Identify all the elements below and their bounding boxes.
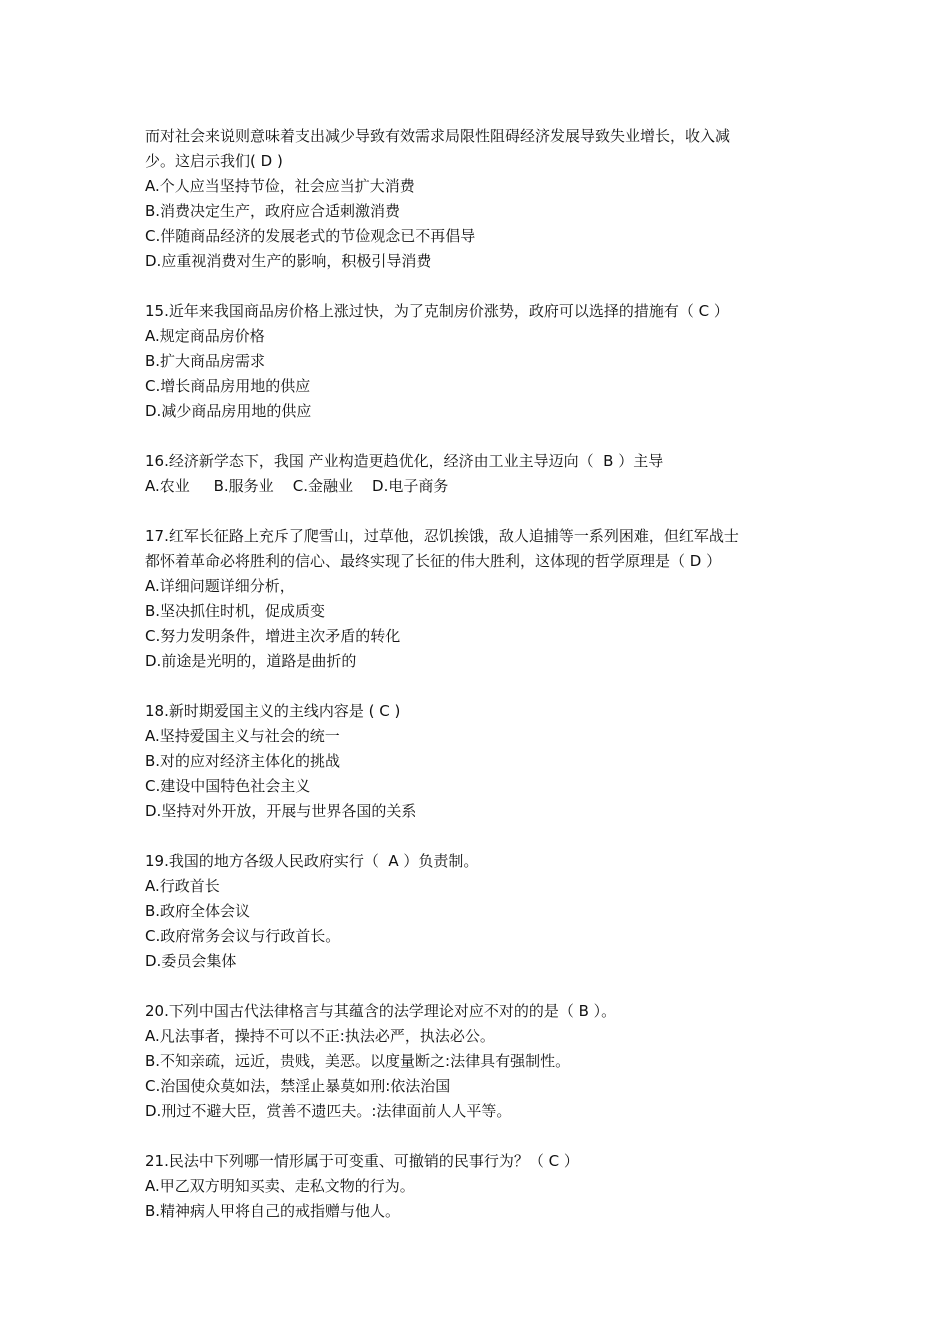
question-stem-line: 都怀着革命必将胜利的信心、最终实现了长征的伟大胜利，这体现的哲学原理是（ D ） (145, 552, 722, 570)
question-stem-line: 而对社会来说则意味着支出减少导致有效需求局限性阻碍经济发展导致失业增长，收入减 (145, 127, 731, 145)
option-a: A.凡法事者，操持不可以不正:执法必严，执法必公。 (145, 1027, 495, 1045)
question-stem-line: 19.我国的地方各级人民政府实行（ A ）负责制。 (145, 852, 479, 870)
option-c: C.建设中国特色社会主义 (145, 777, 311, 795)
option-d: D.坚持对外开放，开展与世界各国的关系 (145, 802, 417, 820)
options-line: A.农业 B.服务业 C.金融业 D.电子商务 (145, 477, 449, 495)
question-stem-line: 21.民法中下列哪一情形属于可变重、可撤销的民事行为？（ C ） (145, 1152, 579, 1170)
option-c: C.努力发明条件，增进主次矛盾的转化 (145, 627, 401, 645)
option-b: B.不知亲疏，远近，贵贱，美恶。以度量断之:法律具有强制性。 (145, 1052, 571, 1070)
question-block-17 (145, 524, 815, 674)
option-d: D.应重视消费对生产的影响，积极引导消费 (145, 252, 432, 270)
spacer (145, 424, 815, 449)
question-stem-line: 20.下列中国古代法律格言与其蕴含的法学理论对应不对的的是（ B ）。 (145, 1002, 617, 1020)
spacer (145, 499, 815, 524)
option-d: D.前途是光明的，道路是曲折的 (145, 652, 357, 670)
option-b: B.扩大商品房需求 (145, 352, 266, 370)
document-page (145, 124, 815, 1224)
option-c: C.政府常务会议与行政首长。 (145, 927, 341, 945)
option-a: A.甲乙双方明知买卖、走私文物的行为。 (145, 1177, 415, 1195)
question-block-15 (145, 299, 815, 424)
question-stem-line: 16.经济新学态下，我国 产业构造更趋优化，经济由工业主导迈向（ B ）主导 (145, 452, 664, 470)
option-d: D.刑过不避大臣，赏善不遗匹夫。:法律面前人人平等。 (145, 1102, 512, 1120)
option-a: A.个人应当坚持节俭，社会应当扩大消费 (145, 177, 415, 195)
question-stem-line: 15.近年来我国商品房价格上涨过快，为了克制房价涨势，政府可以选择的措施有（ C ） (145, 302, 729, 320)
spacer (145, 824, 815, 849)
option-b: B.消费决定生产，政府应合适刺激消费 (145, 202, 401, 220)
option-d: D.委员会集体 (145, 952, 237, 970)
spacer (145, 674, 815, 699)
option-c: C.治国使众莫如法，禁淫止暴莫如刑:依法治国 (145, 1077, 451, 1095)
question-block-20 (145, 999, 815, 1124)
spacer (145, 974, 815, 999)
option-c: C.伴随商品经济的发展老式的节俭观念已不再倡导 (145, 227, 476, 245)
option-a: A.坚持爱国主义与社会的统一 (145, 727, 340, 745)
question-block-19 (145, 849, 815, 974)
option-b: B.坚决抓住时机，促成质变 (145, 602, 326, 620)
question-block-18 (145, 699, 815, 824)
option-b: B.政府全体会议 (145, 902, 251, 920)
option-a: A.详细问题详细分析， (145, 577, 295, 595)
spacer (145, 274, 815, 299)
option-c: C.增长商品房用地的供应 (145, 377, 311, 395)
question-block-16 (145, 449, 815, 499)
option-a: A.规定商品房价格 (145, 327, 265, 345)
option-d: D.减少商品房用地的供应 (145, 402, 312, 420)
option-b: B.对的应对经济主体化的挑战 (145, 752, 341, 770)
question-stem-line: 17.红军长征路上充斥了爬雪山，过草他，忍饥挨饿，敌人追捕等一系列困难，但红军战士 (145, 527, 739, 545)
question-stem-line: 少。这启示我们( D ) (145, 152, 283, 170)
question-block-14-continuation (145, 124, 815, 274)
option-a: A.行政首长 (145, 877, 220, 895)
option-b: B.精神病人甲将自己的戒指赠与他人。 (145, 1202, 401, 1220)
question-stem-line: 18.新时期爱国主义的主线内容是 ( C ) (145, 702, 401, 720)
question-block-21 (145, 1149, 815, 1224)
spacer (145, 1124, 815, 1149)
